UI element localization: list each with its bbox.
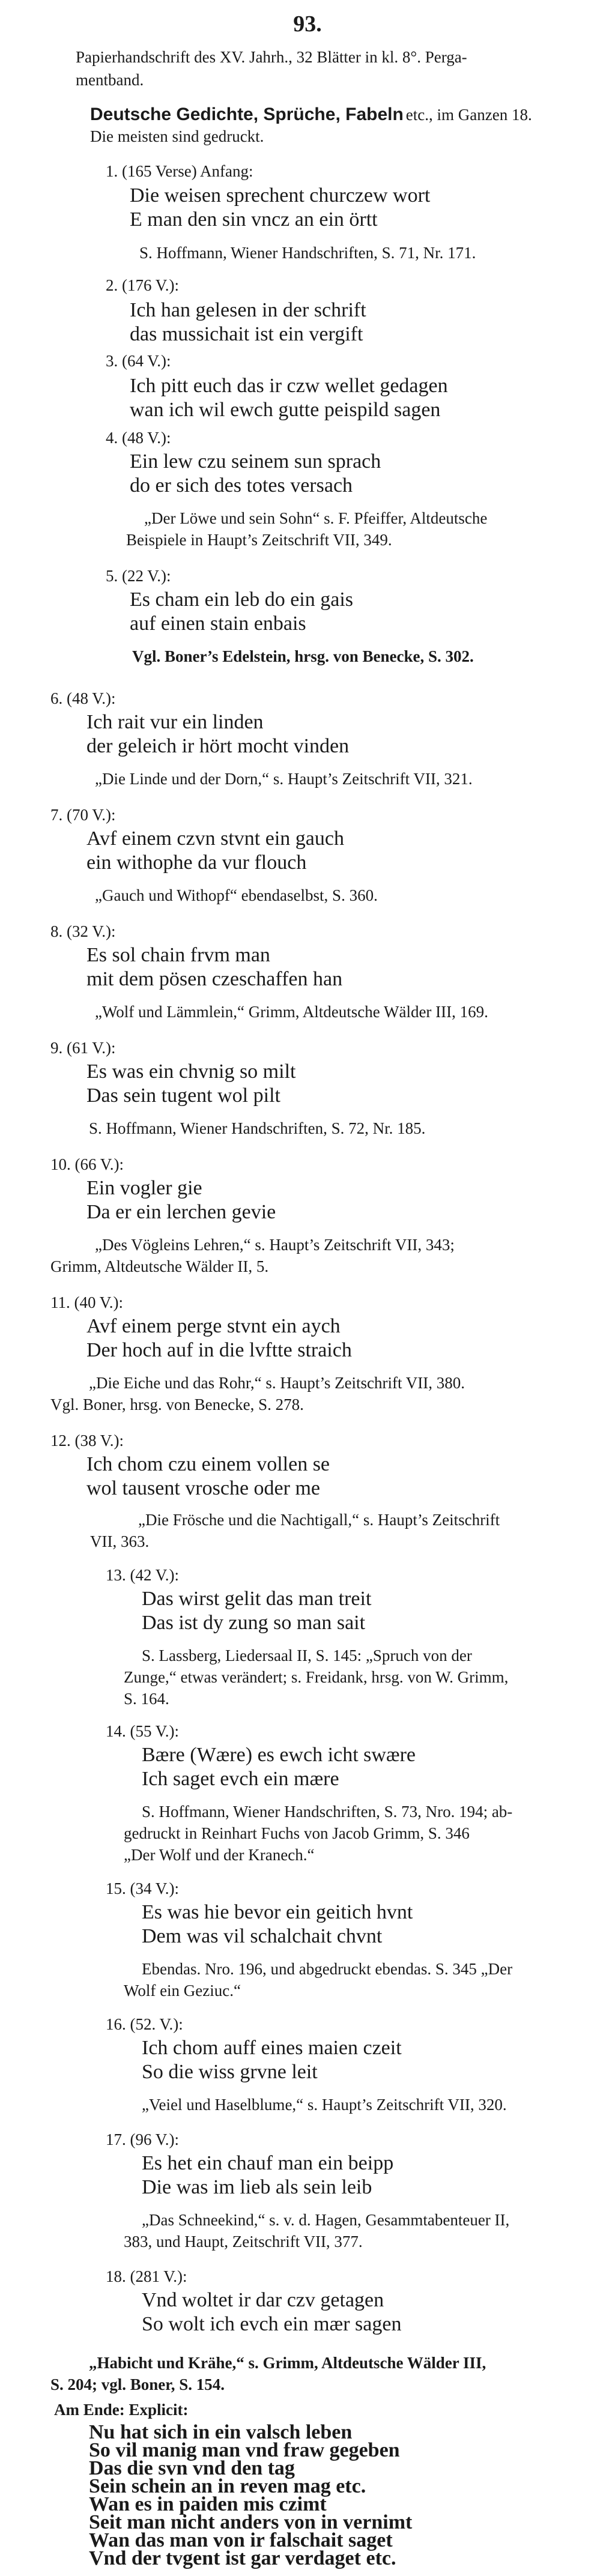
entry-7-verse-1: Avf einem czvn stvnt ein gauch	[86, 827, 344, 850]
entry-11-verse-2: Der hoch auf in die lvftte straich	[86, 1339, 352, 1361]
entry-12-verse-1: Ich chom czu einem vollen se	[86, 1453, 330, 1475]
entry-16-reference: „Veiel und Haselblume,“ s. Haupt’s Zeitschrift VII, 320.	[142, 2096, 507, 2114]
entry-1-verse-1: Die weisen sprechent churczew wort	[130, 184, 431, 207]
entry-14-verse-2: Ich saget evch ein mære	[142, 1768, 339, 1790]
entry-6-verse-2: der geleich ir hört mocht vinden	[86, 735, 350, 757]
entry-13-number: 13. (42 V.):	[106, 1566, 180, 1584]
entry-4-reference-1: „Der Löwe und sein Sohn“ s. F. Pfeiffer, Altdeutsche	[144, 509, 488, 527]
entry-11-number: 11. (40 V.):	[50, 1293, 124, 1311]
entry-9-verse-1: Es was ein chvnig so milt	[86, 1060, 296, 1083]
entry-16-verse-2: So die wiss grvne leit	[142, 2061, 318, 2083]
entry-15-reference-1: Ebendas. Nro. 196, und abgedruckt ebendas. S. 345 „Der	[142, 1960, 513, 1978]
explicit-line-5: Wan es in paiden mis czimt	[89, 2493, 327, 2515]
entry-17-verse-1: Es het ein chauf man ein beipp	[142, 2152, 394, 2174]
entry-3-verse-2: wan ich wil ewch gutte peispild sagen	[130, 399, 441, 421]
intro-heading-rest: etc., im Ganzen 18.	[405, 106, 532, 124]
entry-6-number: 6. (48 V.):	[50, 689, 116, 707]
entry-5-reference: Vgl. Boner’s Edelstein, hrsg. von Benecke, S. 302.	[132, 647, 474, 665]
entry-17-reference-1: „Das Schneekind,“ s. v. d. Hagen, Gesammtabenteuer II,	[142, 2211, 510, 2229]
explicit-line-6: Seit man nicht anders von in vernimt	[89, 2511, 413, 2533]
entry-17-verse-2: Die was im lieb als sein leib	[142, 2176, 372, 2198]
entry-3-verse-1: Ich pitt euch das ir czw wellet gedagen	[130, 375, 448, 397]
entry-1-verse-2: E man den sin vncz an ein örtt	[130, 208, 378, 231]
entry-5-verse-2: auf einen stain enbais	[130, 612, 306, 635]
entry-13-verse-2: Das ist dy zung so man sait	[142, 1612, 366, 1634]
intro-heading: Deutsche Gedichte, Sprüche, Fabeln	[90, 104, 404, 124]
entry-5-verse-1: Es cham ein leb do ein gais	[130, 588, 354, 611]
entry-17-number: 17. (96 V.):	[106, 2130, 180, 2148]
entry-7-number: 7. (70 V.):	[50, 806, 116, 824]
explicit-line-4: Sein schein an in reven mag etc.	[89, 2475, 366, 2497]
explicit-line-8: Vnd der tvgent ist gar verdaget etc.	[89, 2547, 396, 2569]
entry-14-reference-3: „Der Wolf und der Kranech.“	[124, 1846, 315, 1864]
intro-line-2: mentband.	[76, 71, 144, 89]
entry-11-reference-2: Vgl. Boner, hrsg. von Benecke, S. 278.	[50, 1395, 304, 1413]
entry-15-number: 15. (34 V.):	[106, 1879, 180, 1897]
closing-reference-2: S. 204; vgl. Boner, S. 154.	[50, 2375, 225, 2393]
explicit-line-7: Wan das man von ir falschait saget	[89, 2529, 393, 2551]
entry-5-number: 5. (22 V.):	[106, 567, 171, 585]
entry-12-reference-2: VII, 363.	[90, 1532, 150, 1550]
entry-13-reference-3: S. 164.	[124, 1690, 169, 1708]
entry-13-reference-1: S. Lassberg, Liedersaal II, S. 145: „Spruch von der	[142, 1646, 472, 1664]
entry-2-verse-2: das mussichait ist ein vergift	[130, 323, 363, 345]
closing-reference-1: „Habicht und Krähe,“ s. Grimm, Altdeutsche Wälder III,	[89, 2354, 486, 2372]
entry-10-verse-1: Ein vogler gie	[86, 1177, 202, 1199]
entry-16-verse-1: Ich chom auff eines maien czeit	[142, 2037, 402, 2059]
entry-10-number: 10. (66 V.):	[50, 1155, 124, 1173]
entry-2-verse-1: Ich han gelesen in der schrift	[130, 299, 366, 321]
explicit-label: Am Ende: Explicit:	[54, 2401, 189, 2419]
entry-9-verse-2: Das sein tugent wol pilt	[86, 1084, 280, 1107]
entry-8-verse-1: Es sol chain frvm man	[86, 944, 270, 966]
entry-3-number: 3. (64 V.):	[106, 352, 171, 370]
entry-15-reference-2: Wolf ein Geziuc.“	[124, 1982, 241, 2000]
entry-8-reference: „Wolf und Lämmlein,“ Grimm, Altdeutsche Wälder III, 169.	[95, 1003, 488, 1021]
entry-9-number: 9. (61 V.):	[50, 1039, 116, 1057]
entry-13-reference-2: Zunge,“ etwas verändert; s. Freidank, hrsg. von W. Grimm,	[124, 1668, 509, 1686]
entry-4-verse-2: do er sich des totes versach	[130, 474, 353, 497]
intro-heading-line	[90, 106, 532, 124]
entry-6-verse-1: Ich rait vur ein linden	[86, 711, 264, 733]
entry-12-number: 12. (38 V.):	[50, 1432, 124, 1450]
intro-line-4: Die meisten sind gedruckt.	[90, 127, 264, 145]
entry-18-verse-1: Vnd woltet ir dar czv getagen	[142, 2289, 384, 2311]
entry-11-verse-1: Avf einem perge stvnt ein aych	[86, 1315, 341, 1337]
entry-4-number: 4. (48 V.):	[106, 429, 171, 447]
intro-line-1: Papierhandschrift des XV. Jahrh., 32 Blätter in kl. 8°. Perga-	[76, 48, 467, 66]
explicit-line-3: Das die svn vnd den tag	[89, 2457, 295, 2479]
entry-8-verse-2: mit dem pösen czeschaffen han	[86, 968, 343, 990]
entry-8-number: 8. (32 V.):	[50, 922, 116, 940]
page-number: 93.	[293, 11, 322, 37]
entry-4-verse-1: Ein lew czu seinem sun sprach	[130, 450, 381, 473]
entry-18-verse-2: So wolt ich evch ein mær sagen	[142, 2313, 402, 2335]
entry-7-reference: „Gauch und Withopf“ ebendaselbst, S. 360.	[95, 886, 378, 904]
entry-7-verse-2: ein withophe da vur flouch	[86, 851, 307, 874]
entry-9-reference: S. Hoffmann, Wiener Handschriften, S. 72, Nr. 185.	[89, 1119, 426, 1137]
entry-15-verse-1: Es was hie bevor ein geitich hvnt	[142, 1901, 413, 1923]
entry-13-verse-1: Das wirst gelit das man treit	[142, 1588, 372, 1610]
explicit-line-2: So vil manig man vnd fraw gegeben	[89, 2439, 400, 2461]
entry-1-reference: S. Hoffmann, Wiener Handschriften, S. 71, Nr. 171.	[139, 244, 476, 262]
explicit-line-1: Nu hat sich in ein valsch leben	[89, 2421, 353, 2443]
entry-10-reference-2: Grimm, Altdeutsche Wälder II, 5.	[50, 1257, 269, 1275]
entry-12-reference-1: „Die Frösche und die Nachtigall,“ s. Haupt’s Zeitschrift	[138, 1511, 500, 1529]
entry-4-reference-2: Beispiele in Haupt’s Zeitschrift VII, 349.	[126, 531, 392, 549]
entry-10-reference-1: „Des Vögleins Lehren,“ s. Haupt’s Zeitschrift VII, 343;	[95, 1236, 455, 1254]
entry-10-verse-2: Da er ein lerchen gevie	[86, 1201, 276, 1223]
entry-11-reference-1: „Die Eiche und das Rohr,“ s. Haupt’s Zeitschrift VII, 380.	[89, 1374, 465, 1392]
entry-14-reference-2: gedruckt in Reinhart Fuchs von Jacob Grimm, S. 346	[124, 1824, 470, 1842]
entry-15-verse-2: Dem was vil schalchait chvnt	[142, 1925, 383, 1947]
entry-1-number: 1. (165 Verse) Anfang:	[106, 162, 253, 180]
entry-6-reference: „Die Linde und der Dorn,“ s. Haupt’s Zeitschrift VII, 321.	[95, 770, 473, 788]
entry-14-reference-1: S. Hoffmann, Wiener Handschriften, S. 73, Nro. 194; ab-	[142, 1803, 513, 1821]
entry-14-verse-1: Bære (Wære) es ewch icht swære	[142, 1744, 416, 1766]
entry-18-number: 18. (281 V.):	[106, 2267, 187, 2285]
entry-2-number: 2. (176 V.):	[106, 276, 180, 294]
entry-16-number: 16. (52. V.):	[106, 2015, 183, 2033]
entry-17-reference-2: 383, und Haupt, Zeitschrift VII, 377.	[124, 2233, 363, 2251]
entry-12-verse-2: wol tausent vrosche oder me	[86, 1477, 320, 1499]
entry-14-number: 14. (55 V.):	[106, 1722, 180, 1740]
